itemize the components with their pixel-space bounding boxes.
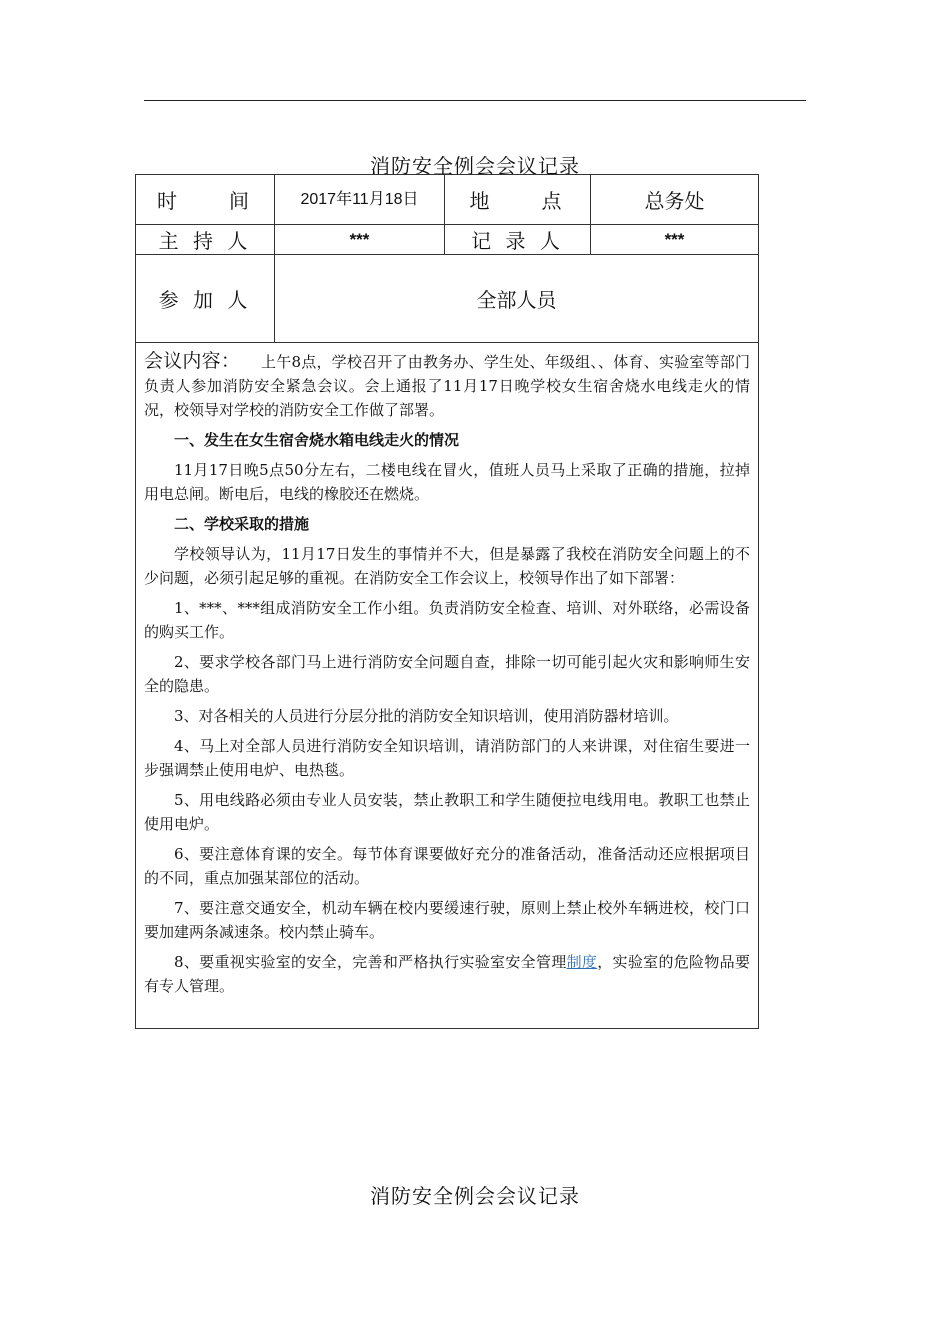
host-recorder-row	[136, 225, 759, 255]
measure-item: 7、要注意交通安全，机动车辆在校内要缓速行驶，原则上禁止校外车辆进校，校门口要加建两条减速条。校内禁止骑车。	[144, 899, 750, 941]
measure-item: 1、***、***组成消防安全工作小组。负责消防安全检查、培训、对外联络，必需设备的购买工作。	[144, 599, 750, 641]
next-page-title: 消防安全例会会议记录	[370, 1184, 580, 1208]
measure-item: 6、要注意体育课的安全。每节体育课要做好充分的准备活动，准备活动还应根据项目的不同，重点加强某部位的活动。	[144, 845, 750, 887]
section1-title: 一、发生在女生宿舍烧水箱电线走火的情况	[174, 431, 460, 449]
time-value	[275, 175, 445, 225]
attendees-value: 全部人员	[275, 255, 759, 343]
attendees-row	[136, 255, 759, 343]
attendees-label: 参 加 人	[136, 255, 275, 343]
intro-paragraph	[144, 349, 750, 422]
place-label: 地 点	[445, 175, 591, 225]
measure-item: 5、用电线路必须由专业人员安装，禁止教职工和学生随便拉电线用电。教职工也禁止使用电炉。	[144, 791, 750, 833]
item8-prefix: 8、要重视实验室的安全，完善和严格执行实验室安全管理	[174, 953, 567, 971]
document-title: 消防安全例会会议记录	[370, 154, 580, 178]
time-label: 时 间	[136, 175, 275, 225]
regulation-link[interactable]: 制度	[566, 953, 598, 971]
measure-item: 2、要求学校各部门马上进行消防安全问题自查，排除一切可能引起火灾和影响师生安全的隐患。	[144, 653, 750, 695]
meeting-content	[136, 343, 759, 1029]
measure-item-8	[144, 950, 750, 998]
place-value: 总务处	[591, 175, 759, 225]
section2-text: 学校领导认为，11月17日发生的事情并不大，但是暴露了我校在消防安全问题上的不少问题，必须引起足够的重视。在消防安全工作会议上，校领导作出了如下部署：	[144, 545, 750, 587]
date-text: 2017年11月18日	[300, 190, 419, 208]
content-heading: 会议内容：	[144, 350, 231, 372]
item8-suffix: ，实验室的危险物品要有专人管理。	[144, 953, 750, 995]
time-place-row	[136, 175, 759, 225]
section1-text: 11月17日晚5点50分左右，二楼电线在冒火，值班人员马上采取了正确的措施，拉掉用电总闸。断电后，电线的橡胶还在燃烧。	[144, 461, 750, 503]
host-label: 主 持 人	[136, 225, 275, 255]
content-row	[136, 343, 759, 1029]
section2-title: 二、学校采取的措施	[174, 515, 310, 533]
measure-item: 3、对各相关的人员进行分层分批的消防安全知识培训，使用消防器材培训。	[174, 707, 679, 725]
intro-text: 上午8点，学校召开了由教务办、学生处、年级组、、体育、实验室等部门负责人参加消防安全紧急会议。会上通报了11月17日晚学校女生宿舍烧水电线走火的情况，校领导对学校的消防安全工作做了部署。	[144, 353, 750, 419]
meeting-record-table	[135, 174, 759, 1029]
measure-item: 4、马上对全部人员进行消防安全知识培训，请消防部门的人来讲课，对住宿生要进一步强调禁止使用电炉、电热毯。	[144, 737, 750, 779]
header-rule	[144, 100, 806, 101]
host-value: ***	[275, 225, 445, 255]
recorder-label: 记 录 人	[445, 225, 591, 255]
recorder-value: ***	[591, 225, 759, 255]
